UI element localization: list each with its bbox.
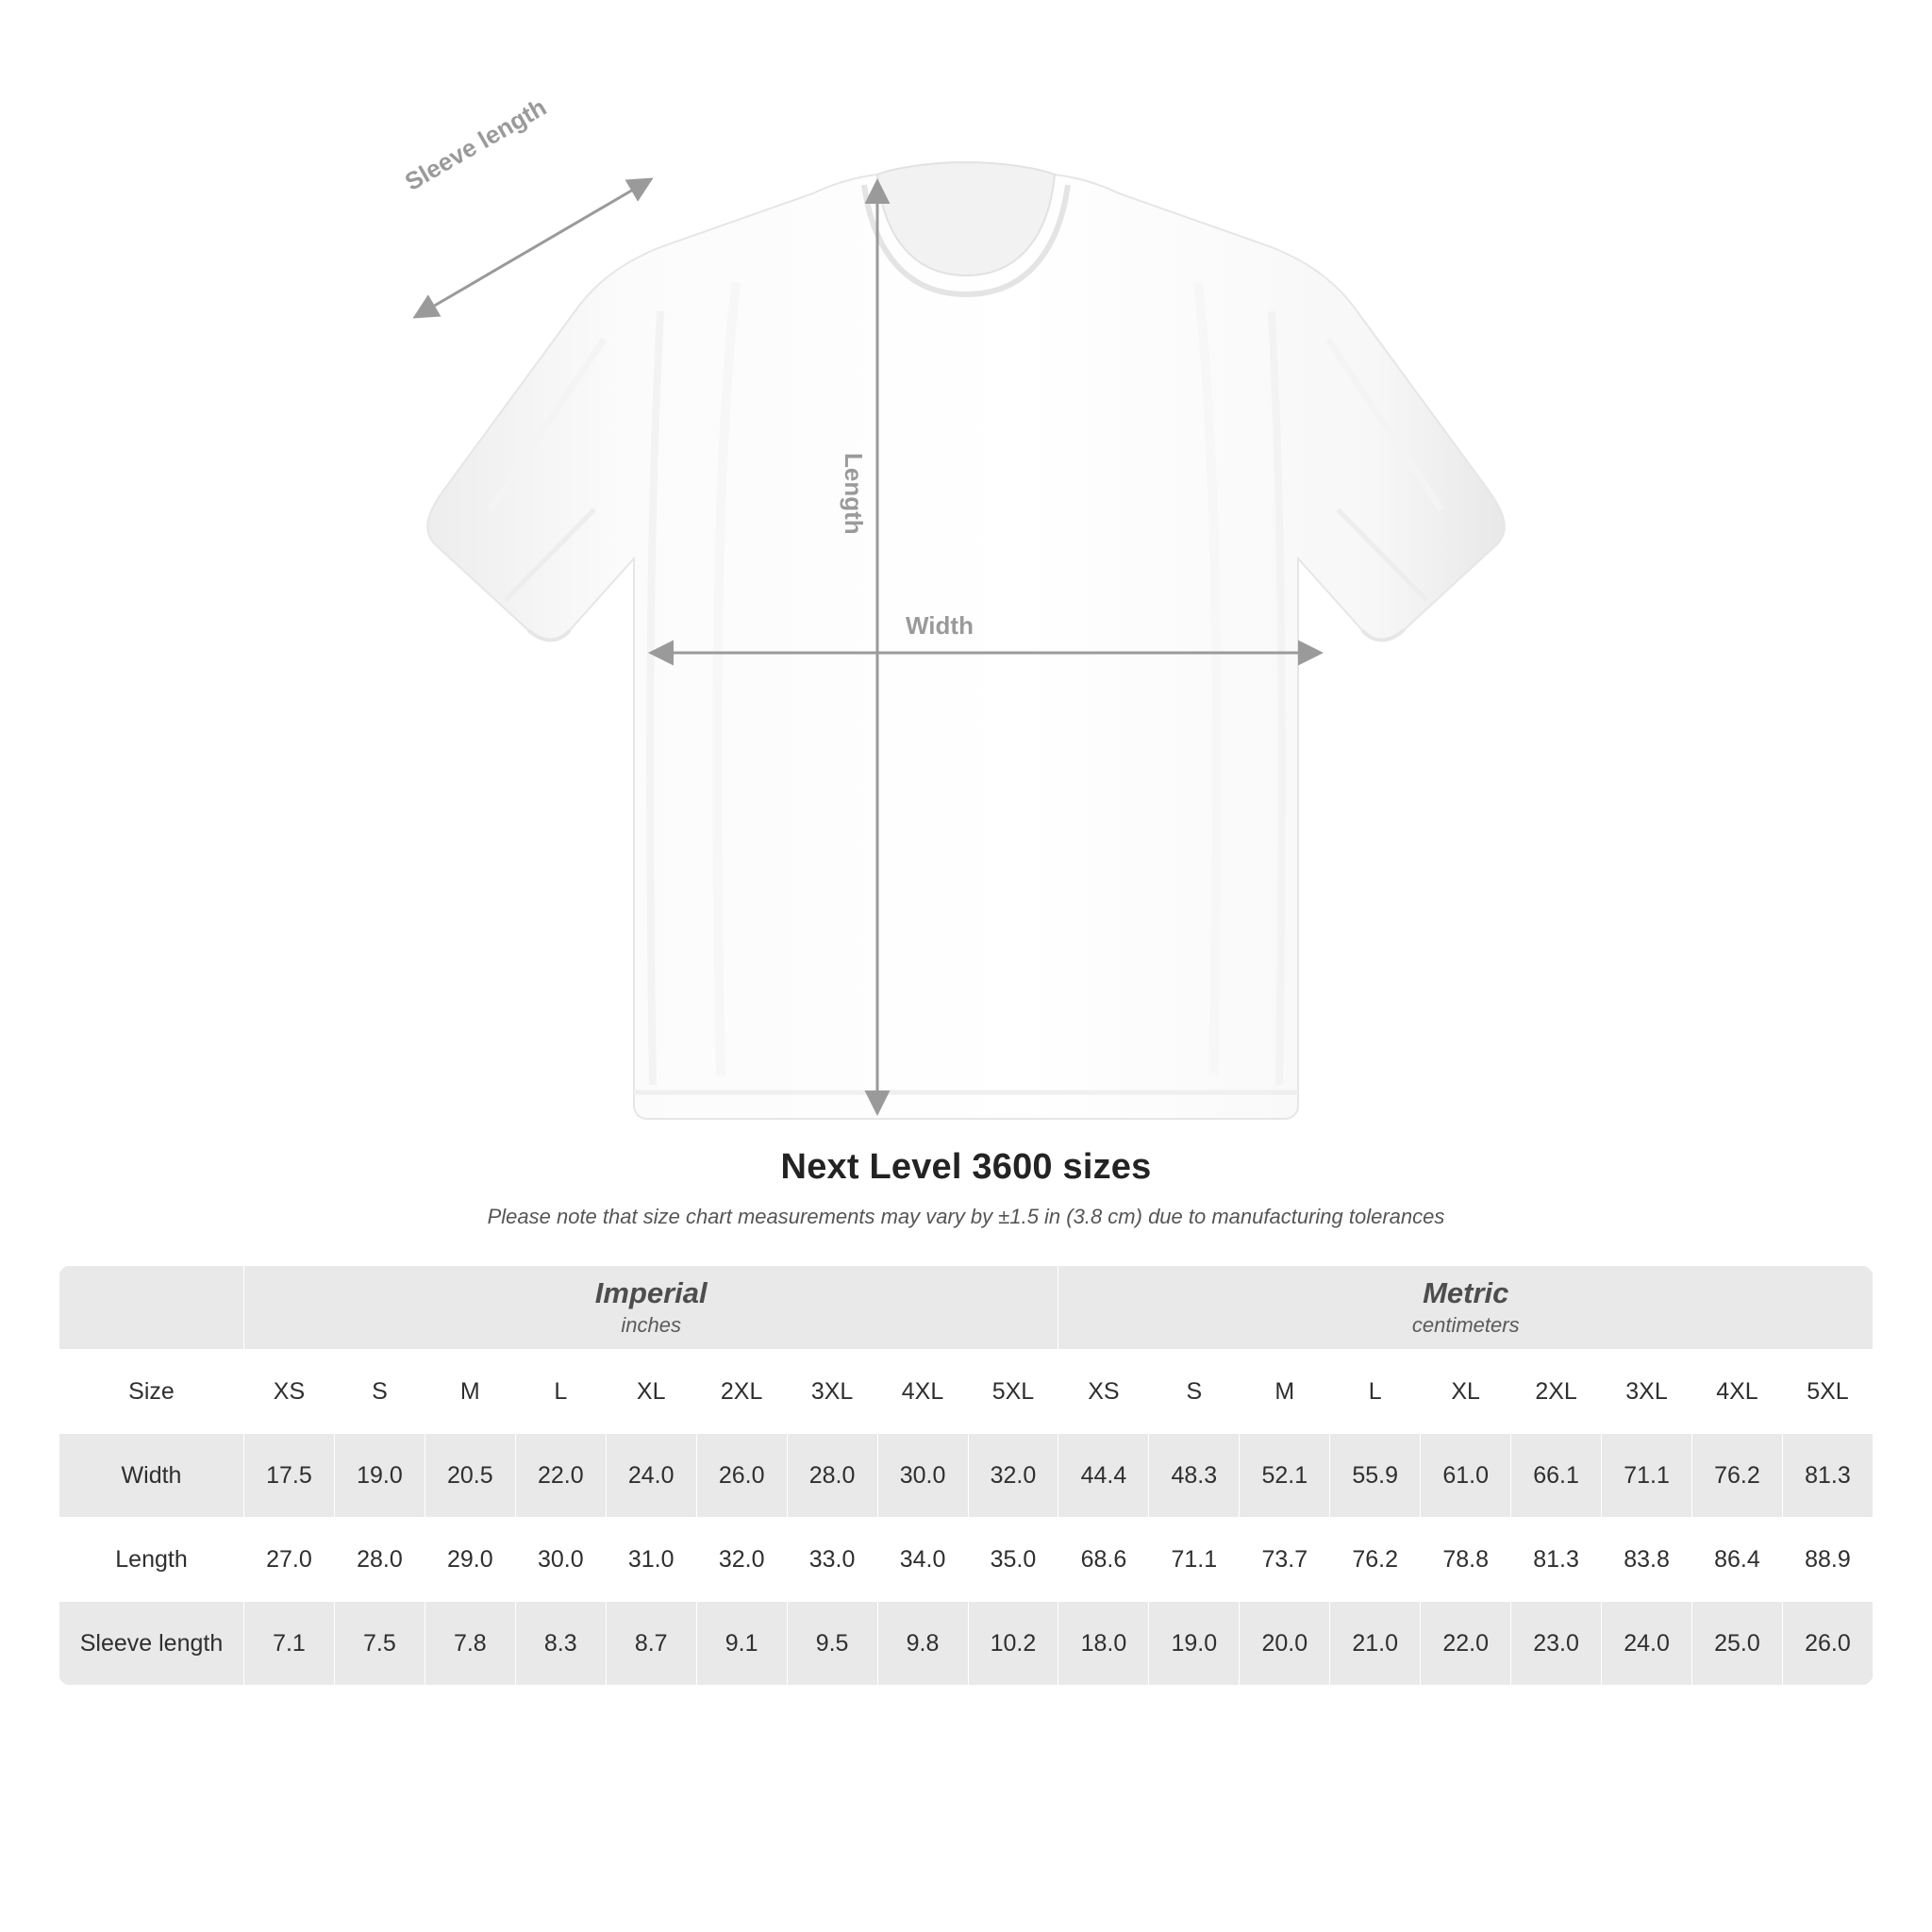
length-label-wrap (839, 453, 868, 535)
size-header-cell: 5XL (968, 1350, 1058, 1434)
size-header-cell: S (1149, 1350, 1240, 1434)
cell-length-xs-cm: 68.6 (1058, 1518, 1149, 1602)
cell-length-l-cm: 76.2 (1330, 1518, 1421, 1602)
cell-sleeve-2xl-cm: 23.0 (1511, 1602, 1602, 1686)
size-header-cell: L (515, 1350, 606, 1434)
cell-length-4xl-in: 34.0 (877, 1518, 968, 1602)
cell-length-m-in: 29.0 (425, 1518, 515, 1602)
cell-sleeve-m-in: 7.8 (425, 1602, 515, 1686)
sleeve-length-label: Sleeve length (400, 92, 552, 196)
table-corner-cell (59, 1266, 244, 1350)
cell-width-m-cm: 52.1 (1240, 1434, 1330, 1518)
cell-width-5xl-in: 32.0 (968, 1434, 1058, 1518)
cell-length-5xl-cm: 88.9 (1782, 1518, 1873, 1602)
header-size-label: Size (59, 1350, 244, 1434)
cell-width-2xl-in: 26.0 (696, 1434, 787, 1518)
cell-sleeve-5xl-in: 10.2 (968, 1602, 1058, 1686)
cell-width-xs-cm: 44.4 (1058, 1434, 1149, 1518)
size-header-cell: 3XL (1602, 1350, 1692, 1434)
cell-sleeve-xl-in: 8.7 (606, 1602, 696, 1686)
cell-sleeve-l-in: 8.3 (515, 1602, 606, 1686)
size-header-cell: XL (606, 1350, 696, 1434)
cell-sleeve-4xl-cm: 25.0 (1692, 1602, 1783, 1686)
size-header-cell: 2XL (1511, 1350, 1602, 1434)
cell-sleeve-s-cm: 19.0 (1149, 1602, 1240, 1686)
cell-length-4xl-cm: 86.4 (1692, 1518, 1783, 1602)
size-header-cell: XS (244, 1350, 335, 1434)
cell-width-xl-in: 24.0 (606, 1434, 696, 1518)
size-header-cell: XL (1421, 1350, 1511, 1434)
unit-group-metric-sub: centimeters (1411, 1313, 1520, 1338)
size-header-cell: XS (1058, 1350, 1149, 1434)
tshirt-shape (427, 162, 1505, 1119)
cell-sleeve-4xl-in: 9.8 (877, 1602, 968, 1686)
row-label-sleeve-length: Sleeve length (59, 1602, 244, 1686)
unit-header-row (59, 1266, 1874, 1350)
tolerance-note: Please note that size chart measurements may vary by ±1.5 in (3.8 cm) due to manufacturing tolerances (487, 1205, 1445, 1228)
cell-width-3xl-in: 28.0 (787, 1434, 877, 1518)
cell-length-xl-cm: 78.8 (1421, 1518, 1511, 1602)
cell-length-s-cm: 71.1 (1149, 1518, 1240, 1602)
cell-sleeve-l-cm: 21.0 (1330, 1602, 1421, 1686)
size-header-cell: 4XL (1692, 1350, 1783, 1434)
cell-width-l-in: 22.0 (515, 1434, 606, 1518)
cell-width-m-in: 20.5 (425, 1434, 515, 1518)
table-row-length (59, 1518, 1874, 1602)
size-header-cell: 3XL (787, 1350, 877, 1434)
unit-group-metric (1058, 1266, 1874, 1350)
table-row-width (59, 1434, 1874, 1518)
cell-sleeve-5xl-cm: 26.0 (1782, 1602, 1873, 1686)
size-header-cell: M (1240, 1350, 1330, 1434)
title-block (0, 1147, 1932, 1229)
size-header-cell: 5XL (1782, 1350, 1873, 1434)
cell-width-2xl-cm: 66.1 (1511, 1434, 1602, 1518)
size-header-cell: 2XL (696, 1350, 787, 1434)
cell-length-xl-in: 31.0 (606, 1518, 696, 1602)
cell-length-3xl-cm: 83.8 (1602, 1518, 1692, 1602)
unit-group-metric-name: Metric (1423, 1276, 1509, 1310)
cell-length-2xl-cm: 81.3 (1511, 1518, 1602, 1602)
cell-width-4xl-cm: 76.2 (1692, 1434, 1783, 1518)
cell-width-l-cm: 55.9 (1330, 1434, 1421, 1518)
width-label-wrap (906, 611, 974, 641)
row-label-length: Length (59, 1518, 244, 1602)
size-header-cell: 4XL (877, 1350, 968, 1434)
row-label-width: Width (59, 1434, 244, 1518)
cell-sleeve-xl-cm: 22.0 (1421, 1602, 1511, 1686)
cell-width-s-cm: 48.3 (1149, 1434, 1240, 1518)
cell-width-xs-in: 17.5 (244, 1434, 335, 1518)
length-label: Length (840, 453, 868, 535)
cell-sleeve-xs-cm: 18.0 (1058, 1602, 1149, 1686)
cell-sleeve-m-cm: 20.0 (1240, 1602, 1330, 1686)
cell-length-s-in: 28.0 (334, 1518, 425, 1602)
cell-length-5xl-in: 35.0 (968, 1518, 1058, 1602)
cell-sleeve-2xl-in: 9.1 (696, 1602, 787, 1686)
cell-length-xs-in: 27.0 (244, 1518, 335, 1602)
cell-length-m-cm: 73.7 (1240, 1518, 1330, 1602)
cell-sleeve-3xl-cm: 24.0 (1602, 1602, 1692, 1686)
cell-length-l-in: 30.0 (515, 1518, 606, 1602)
page-title: Next Level 3600 sizes (780, 1147, 1152, 1187)
size-header-row (59, 1350, 1874, 1434)
cell-length-2xl-in: 32.0 (696, 1518, 787, 1602)
size-header-cell: M (425, 1350, 515, 1434)
cell-sleeve-xs-in: 7.1 (244, 1602, 335, 1686)
cell-length-3xl-in: 33.0 (787, 1518, 877, 1602)
size-table-wrapper (58, 1265, 1874, 1686)
unit-group-imperial-name: Imperial (594, 1276, 708, 1310)
size-header-cell: S (334, 1350, 425, 1434)
cell-width-xl-cm: 61.0 (1421, 1434, 1511, 1518)
cell-width-3xl-cm: 71.1 (1602, 1434, 1692, 1518)
size-header-cell: L (1330, 1350, 1421, 1434)
cell-sleeve-3xl-in: 9.5 (787, 1602, 877, 1686)
unit-group-imperial-sub: inches (621, 1313, 682, 1338)
table-row-sleeve-length (59, 1602, 1874, 1686)
cell-sleeve-s-in: 7.5 (334, 1602, 425, 1686)
cell-width-s-in: 19.0 (334, 1434, 425, 1518)
width-label: Width (906, 611, 974, 640)
cell-width-4xl-in: 30.0 (877, 1434, 968, 1518)
size-table (58, 1265, 1874, 1686)
cell-width-5xl-cm: 81.3 (1782, 1434, 1873, 1518)
unit-group-imperial (244, 1266, 1058, 1350)
